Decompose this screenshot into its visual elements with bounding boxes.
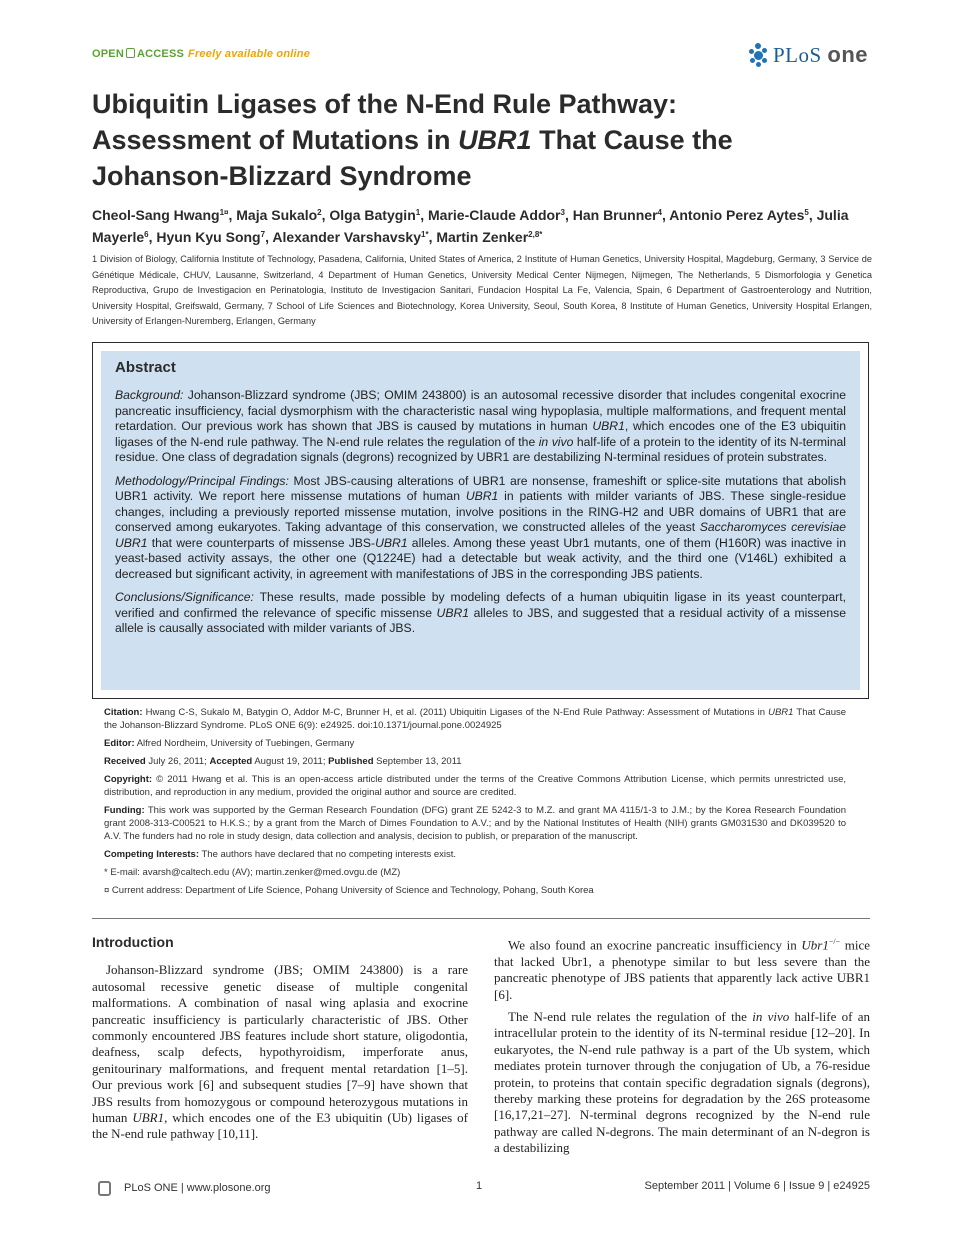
author-affiliation-mark: 1¤: [219, 208, 229, 217]
citation: Citation: Hwang C-S, Sukalo M, Batygin O, Addor M-C, Brunner H, et al. (2011) Ubiquitin Ligases of the N-End Rule Pathway: Assessment of Mutations in UBR1 That Cause the Johanson-Blizzard Syndrome. PLoS ONE 6(9): e24925. doi:10.1371/journal.pone.0024925: [104, 707, 847, 731]
affiliation-number: 2: [516, 254, 522, 264]
author-name: Olga Batygin: [329, 207, 416, 223]
author-name: Marie-Claude Addor: [428, 207, 561, 223]
author-name: Martin Zenker: [436, 229, 529, 245]
intro-right-column: [494, 934, 870, 1157]
author-name: Maja Sukalo: [236, 207, 318, 223]
affiliation-number: 5: [754, 269, 761, 280]
intro-paragraph-2: We also found an exocrine pancreatic insufficiency in Ubr1−/− mice that lacked Ubr1, a phenotype similar to but less severe than the pancreatic phenotype of JBS patients that apparently lack active UBR1 [6].: [494, 937, 870, 1002]
open-access-lock-icon: [126, 48, 135, 58]
abstract-conclusions: Conclusions/Significance: These results, made possible by modeling defects of a human ubiquitin ligase in its yeast counterpart, verified and confirmed the relevance of specific missense UBR1 alleles to JBS, and suggested that a residual activity of a missense allele is causally associated with milder variants of JBS.: [115, 590, 846, 635]
author-affiliation-mark: 6: [144, 230, 149, 239]
author-affiliation-mark: 2: [317, 208, 322, 217]
copyright: Copyright: © 2011 Hwang et al. This is an open-access article distributed under the terms of the Creative Commons Attribution License, which permits unrestricted use, distribution, and reproduction in any medium, provided the original author and source are credited.: [104, 774, 846, 798]
page-number: 1: [476, 1180, 483, 1192]
plos-one-logo: [749, 40, 868, 70]
author-list: Cheol-Sang Hwang$^{1¤}$, Maja Sukalo$^2$, Olga Batygin$^1$, Marie-Claude Addor$^3$, Han Brunner$^4$, Antonio Perez Aytes$^5$, Julia Mayerle$^6$, Hyun Kyu Song$^7$, Alexander Varshavsky$^{1*}$, Martin Zenker$^{2,8*}$: [92, 207, 849, 245]
abstract-box: [92, 342, 869, 699]
freely-available-label: Freely available online: [188, 48, 311, 60]
funding: Funding: This work was supported by the German Research Foundation (DFG) grant ZE 5242-3 to M.Z. and grant MA 4115/1-3 to J.M.; by the Korea Research Foundation grant 2008-313-C00521 to H.K.S.; by a grant from the March of Dimes Foundation to A.V.; and by the National Institutes of Health (NIH) grants GM031530 and DK039520 to A.V. The funders had no role in study design, data collection and analysis, decision to publish, or preparation of the manuscript.: [104, 805, 846, 842]
affiliation-text: Department of Gastroenterology and Nutrition, University Hospital, Greifswald, Germany,: [92, 285, 872, 311]
section-divider: [92, 918, 870, 919]
author-affiliation-mark: 3: [560, 208, 565, 217]
affiliation-number: 1: [92, 254, 98, 264]
author-name: Han Brunner: [572, 207, 658, 223]
editor: Editor: Alfred Nordheim, University of Tuebingen, Germany: [104, 738, 355, 749]
plos-dots-icon: [749, 43, 769, 67]
article-title: Ubiquitin Ligases of the N-End Rule Pathway: Assessment of Mutations in UBR1 That Cause the Johanson-Blizzard Syndrome: [92, 89, 733, 191]
author-affiliation-mark: 7: [260, 230, 266, 239]
intro-heading: Introduction: [92, 934, 174, 950]
affiliation-text: Dismorfologia y Genetica Reproductiva, Grupo de Investigacion en Perinatologia, Instituto de Investigacion Sanitari, Fundacion Hospital La Fe, Valencia, Spain,: [92, 269, 872, 295]
abstract-methods: Methodology/Principal Findings: Most JBS-causing alterations of UBR1 are nonsense, frameshift or splice-site mutations that abolish UBR1 activity. We report here missense mutations of human UBR1 in patients with milder variants of JBS. These single-residue changes, including a previously reported missense mutation, involve positions in the RING-H2 and UBR domains of UBR1 that are conserved among eukaryotes. Taking advantage of this conservation, we constructed alleles of the yeast Saccharomyces cerevisiae UBR1 that were counterparts of missense JBS-UBR1 alleles. Among these yeast Ubr1 mutants, one of them (H160R) was inactive in yeast-based activity assays, the other one (Q1224E) had a detectable but weak activity, and the third one (V146L) exhibited a decreased but significant activity, in agreement with manifestations of JBS in the corresponding JBS patients.: [115, 473, 847, 581]
affiliation-text: School of Life Sciences and Biotechnology, Korea University, Seoul, South Korea,: [276, 300, 618, 311]
affiliation-text: Institute of Human Genetics, University Hospital Erlangen, University of Erlangen-Nuremberg, Erlangen, Germany: [92, 300, 872, 326]
dates: Received July 26, 2011; Accepted August 19, 2011; Published September 13, 2011: [104, 756, 462, 767]
affiliation-text: Institute of Human Genetics, University Hospital, Magdeburg, Germany,: [524, 254, 818, 264]
intro-left-column: [92, 934, 468, 1143]
affiliation-text: Service de Génétique Médicale, CHUV, Lausanne, Switzerland,: [92, 254, 873, 280]
affiliation-number: 7: [267, 300, 273, 311]
affiliation-number: 4: [318, 269, 324, 280]
access-label: ACCESS: [136, 48, 185, 60]
affiliation-text: Department of Human Genetics, University Medical Center Nijmegen, Nijmegen, The Netherlands,: [328, 269, 751, 280]
author-affiliation-mark: 5: [804, 208, 809, 217]
author-name: Hyun Kyu Song: [156, 229, 261, 245]
author-name: Julia Mayerle: [92, 207, 849, 245]
author-affiliation-mark: 1*: [421, 230, 429, 239]
affiliation-number: 8: [621, 300, 627, 311]
author-name: Alexander Varshavsky: [272, 229, 421, 245]
open-label: OPEN: [92, 48, 124, 60]
page-footer: [92, 1178, 870, 1198]
current-address: ¤ Current address: Department of Life Science, Pohang University of Science and Technology, Pohang, South Korea: [104, 885, 594, 896]
affiliation-number: 3: [820, 254, 826, 264]
competing-interests: Competing Interests: The authors have declared that no competing interests exist.: [104, 849, 457, 860]
journal-header: [92, 40, 868, 70]
author-affiliation-mark: 2,8*: [528, 230, 543, 239]
author-affiliation-mark: 1: [415, 208, 421, 217]
corresponding-email: * E-mail: avarsh@caltech.edu (AV); martin.zenker@med.ovgu.de (MZ): [104, 867, 401, 878]
abstract-heading: Abstract: [115, 359, 176, 376]
affiliation-text: Division of Biology, California Institute of Technology, Pasadena, California, United States of America,: [99, 254, 514, 264]
affiliation-number: 6: [666, 285, 672, 295]
intro-paragraph-1: Johanson-Blizzard syndrome (JBS; OMIM 243800) is a rare autosomal recessive genetic disease of multiple congenital malformations. A combination of nasal wing aplasia and exocrine pancreatic insufficiency is particularly characteristic of JBS. Other commonly encountered JBS features include short stature, oligodontia, deafness, scalp defects, hypothyroidism, imperforate anus, genitourinary malformations, and frequent mental retardation [1–5]. Our previous work [6] and subsequent studies [7–9] have shown that JBS results from homozygous or compound heterozygous mutations in human UBR1, which encodes one of the E3 ubiquitin (Ub) ligases of the N-end rule pathway [10,11].: [92, 962, 468, 1142]
affiliations: [92, 252, 872, 330]
open-access-banner: [92, 48, 310, 60]
plos-logo-text: PLoS one: [772, 42, 868, 67]
article-metadata: [104, 706, 846, 902]
author-affiliation-mark: 4: [657, 208, 662, 217]
open-access-icon: [92, 1180, 118, 1196]
footer-issue: September 2011 | Volume 6 | Issue 9 | e24925: [644, 1180, 870, 1192]
author-name: Cheol-Sang Hwang: [92, 207, 220, 223]
footer-journal: PLoS ONE | www.plosone.org: [124, 1182, 271, 1194]
author-name: Antonio Perez Aytes: [669, 207, 805, 223]
intro-paragraph-3: The N-end rule relates the regulation of the in vivo half-life of an intracellular protein to the identity of its N-terminal residue [12–20]. In eukaryotes, the N-end rule pathway is a part of the Ub system, which mediates protein turnover through the conjugation of Ub, a 76-residue protein, to proteins that contain specific degradation signals (degrons), thereby marking these proteins for degradation by the 26S proteasome [16,17,21–27]. N-terminal degrons recognized by the N-end rule pathway are called N-degrons. The main determinant of an N-degron is a destabilizing: [494, 1008, 870, 1156]
abstract-background: Background: Johanson-Blizzard syndrome (JBS; OMIM 243800) is an autosomal recessive disorder that includes congenital exocrine pancreatic insufficiency, facial dysmorphism with the characteristic nasal wing hypoplasia, multiple malformations, and frequent mental retardation. Our previous work has shown that JBS is caused by mutations in human UBR1, which encodes one of the E3 ubiquitin ligases of the N-end rule pathway. The N-end rule relates the regulation of the in vivo half-life of a protein to the identity of its N-terminal residue. One class of degradation signals (degrons) recognized by UBR1 are destabilizing N-terminal residues of protein substrates.: [115, 388, 847, 464]
